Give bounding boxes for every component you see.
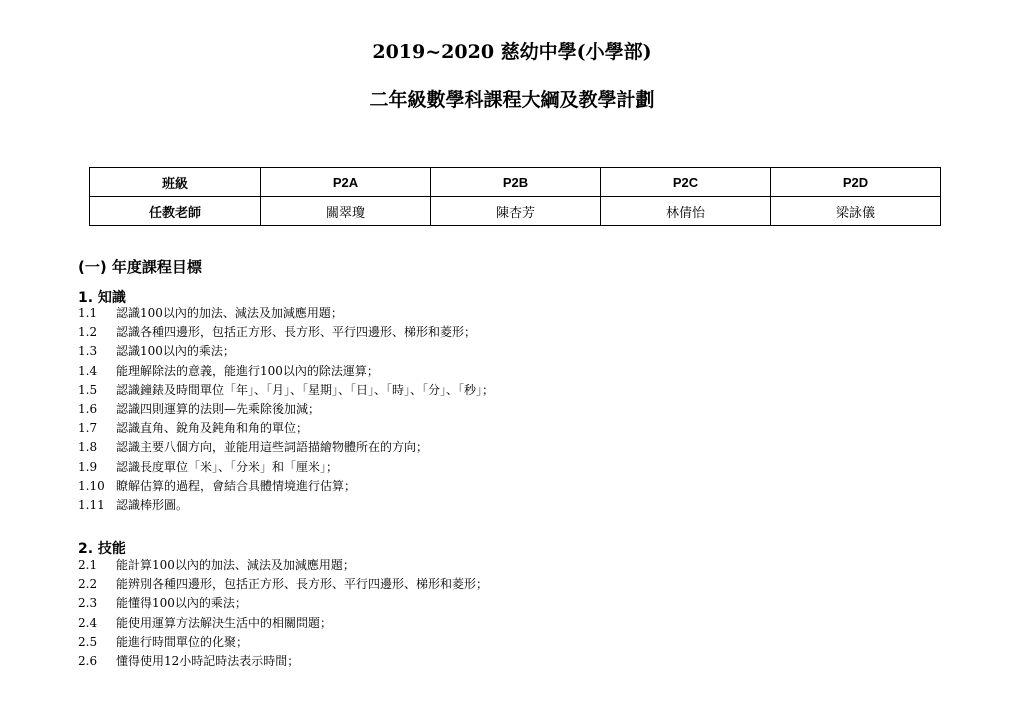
- teacher-row: [90, 197, 941, 226]
- list-item: [78, 477, 494, 496]
- item-text: 認識100以內的乘法；: [116, 344, 235, 359]
- list-item: [78, 323, 494, 342]
- item-number: 1.6: [78, 401, 98, 416]
- list-item: [78, 633, 488, 652]
- item-text: 能理解除法的意義，能進行100以內的除法運算；: [116, 363, 379, 378]
- item-text: 能辨別各種四邊形，包括正方形、長方形、平行四邊形、梯形和菱形；: [116, 577, 489, 592]
- teacher-cell: 林倩怡: [601, 197, 771, 226]
- item-number: 1.1: [78, 306, 98, 320]
- item-text: 瞭解估算的過程，會結合具體情境進行估算；: [116, 478, 357, 493]
- list-item: [78, 419, 494, 438]
- class-cell: P2A: [261, 168, 431, 197]
- item-number: 1.11: [78, 497, 105, 512]
- class-cell: P2B: [431, 168, 601, 197]
- item-number: 1.4: [78, 363, 98, 378]
- list-item: [78, 438, 494, 457]
- class-row: [90, 168, 941, 197]
- list-item: [78, 381, 494, 400]
- item-text: 能懂得100以內的乘法；: [116, 596, 247, 611]
- item-number: 2.4: [78, 615, 98, 630]
- list-item: [78, 304, 494, 323]
- class-row-label: 班級: [90, 168, 261, 197]
- knowledge-heading: 1. 知識: [78, 290, 126, 306]
- item-text: 認識四則運算的法則—先乘除後加減；: [116, 401, 321, 416]
- list-item: [78, 614, 488, 633]
- item-number: 1.10: [78, 478, 105, 493]
- item-number: 2.5: [78, 634, 98, 649]
- item-number: 1.5: [78, 382, 98, 397]
- list-item: [78, 458, 494, 477]
- item-number: 2.2: [78, 577, 98, 592]
- item-text: 認識主要八個方向，並能用這些詞語描繪物體所在的方向；: [116, 440, 429, 455]
- item-text: 認識棒形圖。: [116, 497, 189, 512]
- skills-list: [78, 556, 488, 671]
- class-cell: P2C: [601, 168, 771, 197]
- knowledge-list: [78, 304, 494, 515]
- list-item: [78, 575, 488, 594]
- item-number: 1.9: [78, 459, 98, 474]
- list-item: [78, 342, 494, 361]
- item-text: 認識直角、銳角及鈍角和角的單位；: [116, 421, 309, 436]
- skills-heading: 2. 技能: [78, 541, 126, 557]
- item-text: 認識各種四邊形，包括正方形、長方形、平行四邊形、梯形和菱形；: [116, 325, 477, 340]
- document-subtitle: 二年級數學科課程大綱及教學計劃: [369, 89, 655, 111]
- item-text: 認識鐘錶及時間單位「年」、「月」、「星期」、「日」、「時」、「分」、「秒」；: [116, 382, 495, 397]
- class-teacher-table: [89, 167, 941, 226]
- item-number: 2.1: [78, 558, 98, 572]
- item-number: 2.3: [78, 596, 98, 611]
- teacher-cell: 陳杏芳: [431, 197, 601, 226]
- item-number: 1.7: [78, 421, 98, 436]
- list-item: [78, 594, 488, 613]
- item-text: 懂得使用12小時記時法表示時間；: [116, 653, 300, 668]
- document-title: 2019~2020 慈幼中學(小學部): [372, 41, 652, 63]
- teacher-cell: 關翠瓊: [261, 197, 431, 226]
- list-item: [78, 652, 488, 671]
- list-item: [78, 556, 488, 575]
- item-text: 能計算100以內的加法、減法及加減應用題；: [116, 558, 355, 572]
- list-item: [78, 400, 494, 419]
- item-text: 能使用運算方法解決生活中的相關問題；: [116, 615, 333, 630]
- item-text: 能進行時間單位的化聚；: [116, 634, 249, 649]
- item-number: 1.3: [78, 344, 98, 359]
- teacher-cell: 梁詠儀: [771, 197, 941, 226]
- class-cell: P2D: [771, 168, 941, 197]
- teacher-row-label: 任教老師: [90, 197, 261, 226]
- list-item: [78, 496, 494, 515]
- item-number: 1.8: [78, 440, 98, 455]
- item-number: 2.6: [78, 653, 98, 668]
- item-text: 認識100以內的加法、減法及加減應用題；: [116, 306, 343, 320]
- item-number: 1.2: [78, 325, 98, 340]
- item-text: 認識長度單位「米」、「分米」和「厘米」；: [116, 459, 339, 474]
- list-item: [78, 362, 494, 381]
- section-title: (一) 年度課程目標: [78, 258, 202, 276]
